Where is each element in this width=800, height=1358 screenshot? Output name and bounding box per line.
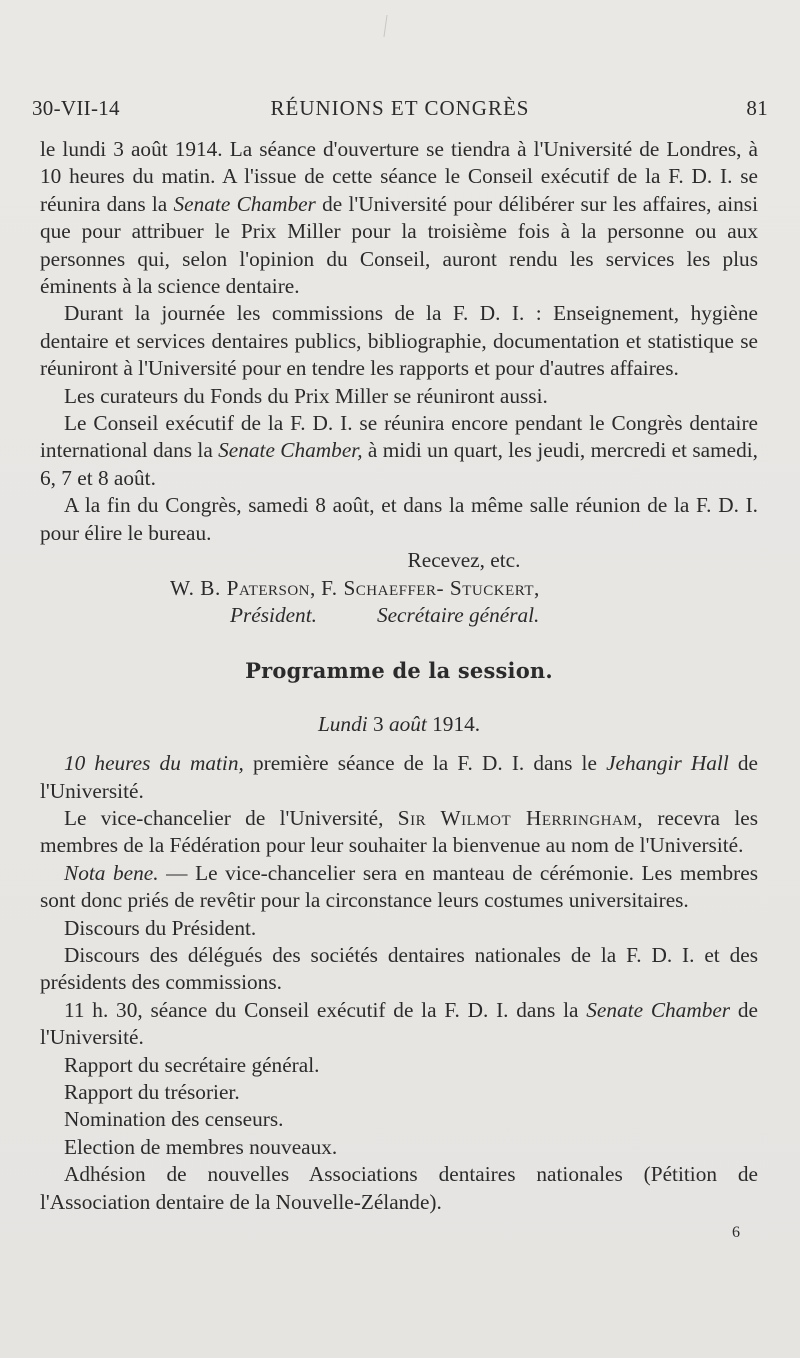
item-first-session: 10 heures du matin, première séance de la F. D. I. dans le Jehangir Hall de l'Université. [40, 751, 759, 803]
paragraph-2: Durant la journée les commissions de la F. D. I. : Enseignement, hygiène dentaire et services dentaires publics, bibliographie, documentation et statistique se réuniront à l'Université pour en tendre les rapports et pour d'autres affaires. [40, 301, 758, 381]
signatory-1-title: Président. [230, 602, 317, 627]
signature-names [40, 575, 758, 602]
item-vice-chancellor: Le vice-chancelier de l'Université, Sir Wilmot Herringham, recevra les membres de la Fédération pour leur souhaiter la bienvenue au nom de l'Université. [40, 805, 758, 858]
signatory-2-title: Secrétaire général. [376, 602, 540, 627]
section-title: Programme de la session. [245, 658, 553, 684]
paragraph-4: Le Conseil exécutif de la F. D. I. se réunira encore pendant le Congrès dentaire international dans la Senate Chamber, à midi un quart, les jeudi, mercredi et samedi, 6, 7 et 8 août. [40, 411, 758, 490]
session-date: Lundi 3 août 1914. [317, 711, 481, 736]
signature-folio: 6 [732, 1224, 740, 1241]
item-nota-bene: Nota bene. — Le vice-chancelier sera en manteau de cérémonie. Les membres sont donc priés de revêtir pour la circonstance leurs costumes universitaires. [40, 860, 758, 913]
item-treasurer-report: Rapport du trésorier. [64, 1080, 240, 1104]
item-censors: Nomination des censeurs. [64, 1107, 284, 1132]
item-council-session: 11 h. 30, séance du Conseil exécutif de la F. D. I. dans la Senate Chamber de l'Université. [40, 997, 758, 1050]
header-date: 30-VII-14 [32, 96, 120, 120]
signatory-2: F. Schaeffer- Stuckert, [321, 575, 540, 600]
item-new-associations: Adhésion de nouvelles Associations dentaires nationales (Pétition de l'Association dentaire de la Nouvelle-Zélande). [40, 1162, 758, 1214]
paragraph-1: le lundi 3 août 1914. La séance d'ouverture se tiendra à l'Université de Londres, à 10 heures du matin. A l'issue de cette séance le Conseil exécutif de la F. D. I. se réunira dans la Senate Chamber de l'Université pour délibérer sur les affaires, ainsi que pour attribuer le Prix Miller pour la troisième fois à la personne ou aux personnes qui, selon l'opinion du Conseil, auront rendu les services les plus éminents à la science dentaire. [40, 137, 758, 299]
header-title: RÉUNIONS ET CONGRÈS [270, 96, 530, 120]
item-delegates-speech: Discours des délégués des sociétés dentaires nationales de la F. D. I. et des présidents des commissions. [40, 942, 758, 995]
page-number: 81 [746, 96, 768, 120]
item-secretary-report: Rapport du secrétaire général. [64, 1052, 320, 1077]
senate-chamber-term: Senate Chamber [173, 191, 316, 216]
paragraph-3: Les curateurs du Fonds du Prix Miller se réuniront aussi. [64, 383, 548, 408]
signatory-1: W. B. Paterson, [170, 575, 316, 600]
senate-chamber-term: Senate Chamber, [218, 438, 363, 463]
item-president-speech: Discours du Président. [64, 915, 257, 940]
page-body [40, 136, 758, 1216]
closing-formula: Recevez, etc. [407, 548, 521, 573]
paragraph-5: A la fin du Congrès, samedi 8 août, et dans la même salle réunion de la F. D. I. pour élire le bureau. [40, 493, 758, 545]
item-new-members: Election de membres nouveaux. [64, 1134, 338, 1159]
signature-titles [40, 602, 758, 629]
running-header [32, 96, 768, 126]
pencil-mark [383, 15, 387, 37]
